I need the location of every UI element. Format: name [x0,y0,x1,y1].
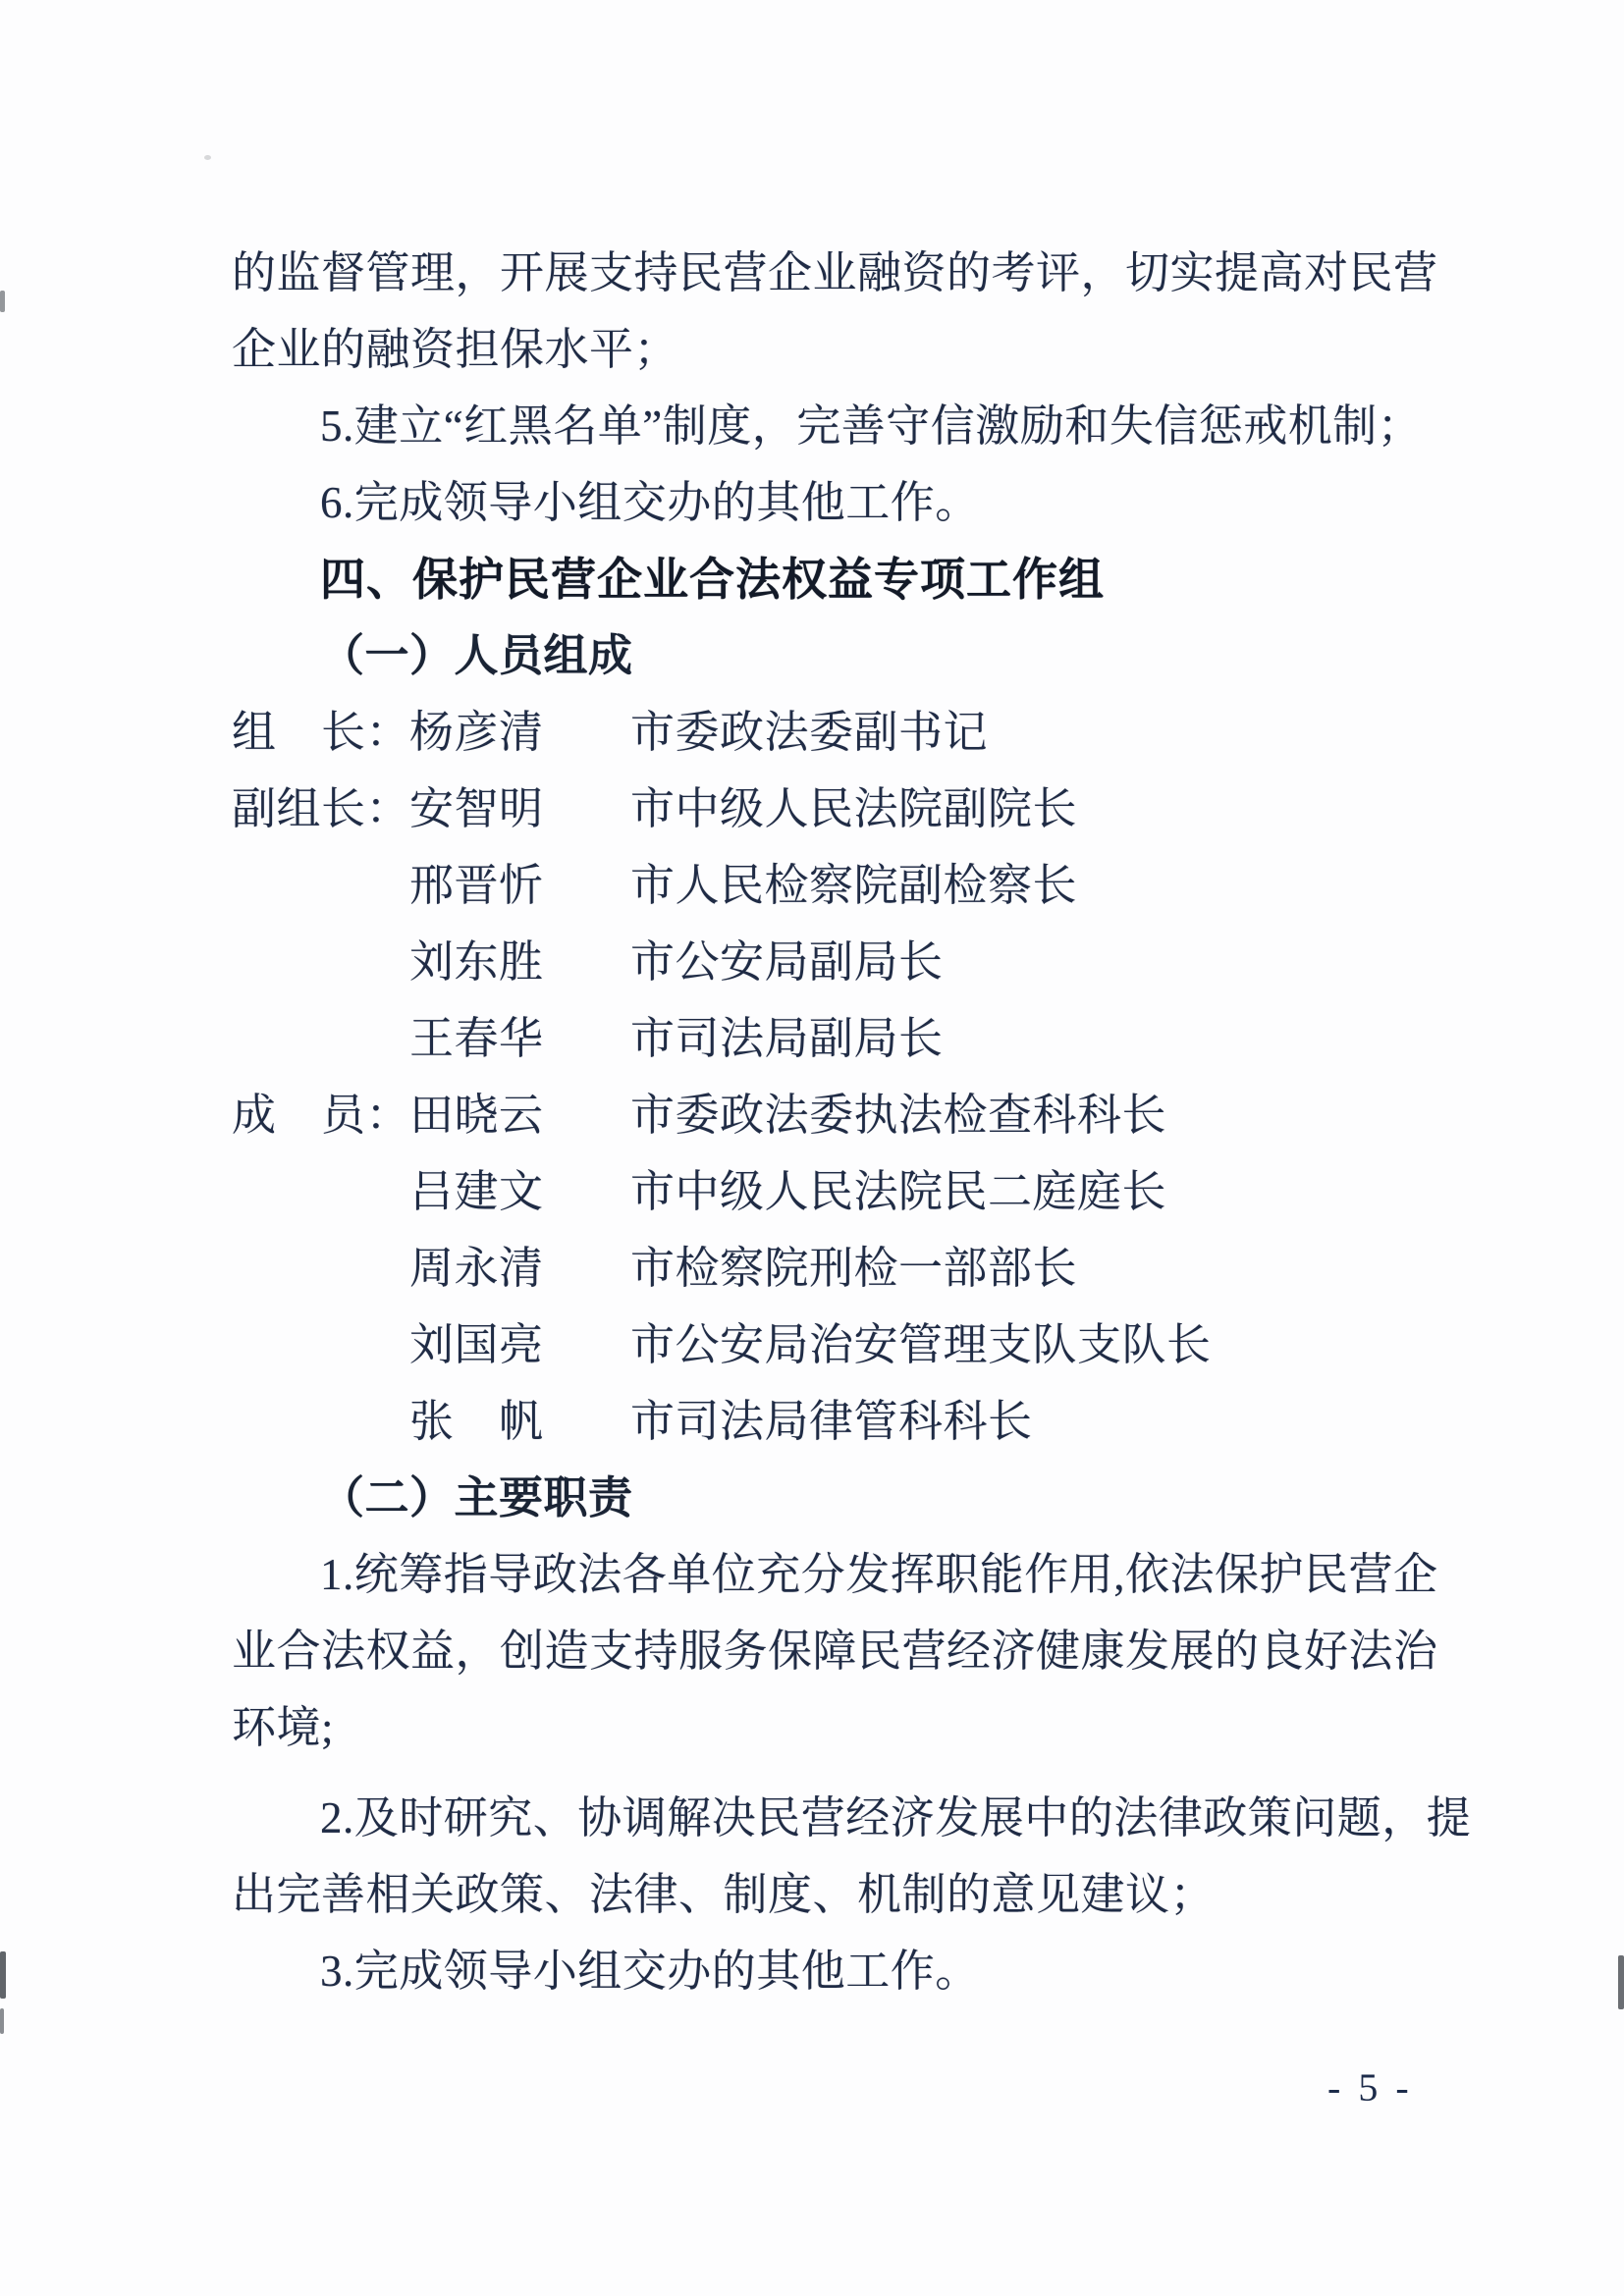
scan-artifact [0,2008,4,2034]
carryover-line-2: 企业的融资担保水平； [232,325,679,374]
roster-role: 组 长： [232,708,411,757]
roster-name: 刘国亮 [409,1320,544,1369]
roster-title: 市中级人民法院副院长 [630,784,1078,833]
roster-title: 市公安局副局长 [630,937,944,987]
subsection-2-heading: （二）主要职责 [320,1473,633,1522]
duty-3-line-1: 3.完成领导小组交办的其他工作。 [320,1947,980,1996]
roster-title: 市中级人民法院民二庭庭长 [630,1167,1167,1216]
roster-role: 成 员： [232,1091,411,1140]
roster-name: 张 帆 [409,1397,544,1446]
roster-role [232,847,409,924]
page-number: - 5 - [1327,2065,1413,2109]
roster-name: 邢晋忻 [409,861,544,910]
roster-row [232,924,1449,1000]
roster-role: 副组长： [232,784,411,833]
roster-role [232,924,409,1000]
roster-title: 市司法局律管科科长 [630,1397,1033,1446]
list-item-6: 6.完成领导小组交办的其他工作。 [320,478,980,527]
list-item-5: 5.建立“红黑名单”制度，完善守信激励和失信惩戒机制； [320,401,1423,451]
roster-row [232,1230,1449,1307]
roster-title: 市委政法委副书记 [630,708,989,757]
roster-title: 市司法局副局长 [630,1014,944,1063]
roster-row [232,1383,1449,1460]
subsection-1-heading: （一）人员组成 [320,631,633,680]
roster-row [232,771,1449,847]
roster-title: 市公安局治安管理支队支队长 [630,1320,1212,1369]
roster-name: 吕建文 [409,1167,544,1216]
roster-row [232,1307,1449,1383]
scan-artifact [0,1951,6,1999]
roster-name: 安智明 [409,784,544,833]
roster-name: 杨彦清 [409,708,544,757]
roster-role [232,1153,409,1230]
scan-artifact [204,155,211,160]
roster-role [232,1000,409,1077]
roster-title: 市人民检察院副检察长 [630,861,1078,910]
scan-artifact [0,291,5,312]
roster-name: 刘东胜 [409,937,544,987]
roster-name: 周永清 [409,1244,544,1293]
roster-row [232,847,1449,924]
duty-2-line-2: 出完善相关政策、法律、制度、机制的意见建议； [232,1870,1216,1919]
duty-2-line-1: 2.及时研究、协调解决民营经济发展中的法律政策问题，提 [320,1793,1472,1842]
roster-role [232,1307,409,1383]
duty-1-line-2: 业合法权益，创造支持服务保障民营经济健康发展的良好法治 [232,1627,1438,1676]
roster-title: 市检察院刑检一部部长 [630,1244,1078,1293]
roster-name: 田晓云 [409,1091,544,1140]
carryover-line-1: 的监督管理，开展支持民营企业融资的考评，切实提高对民营 [232,248,1438,297]
duty-1-line-1: 1.统筹指导政法各单位充分发挥职能作用,依法保护民营企 [320,1550,1438,1599]
scan-artifact [1618,1955,1624,2009]
roster-row [232,1153,1449,1230]
roster-row [232,1077,1449,1153]
duty-1-line-3: 环境; [232,1703,335,1752]
roster-role [232,1230,409,1307]
roster-name: 王春华 [409,1014,544,1063]
roster-row [232,694,1449,771]
roster-row [232,1000,1449,1077]
text-body [232,235,1472,2009]
section-4-heading: 四、保护民营企业合法权益专项工作组 [320,554,1105,605]
roster-role [232,1383,409,1460]
roster-title: 市委政法委执法检查科科长 [630,1091,1167,1140]
